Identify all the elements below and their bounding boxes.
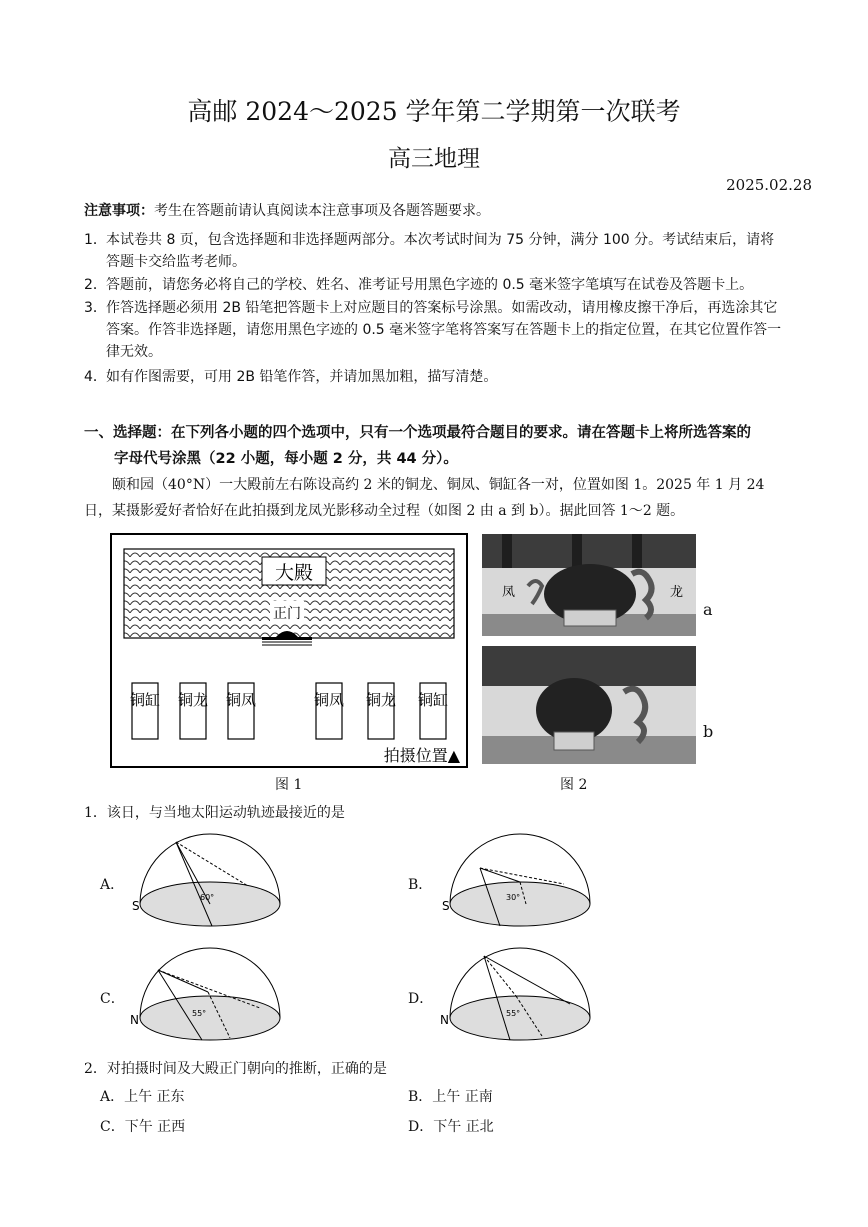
q2-option-c[interactable]: C．下午 正西	[100, 1119, 186, 1135]
notice-heading-label: 注意事项：	[84, 203, 154, 219]
vessel-box	[418, 683, 448, 739]
notice-item	[84, 366, 786, 388]
vessel-label: 铜龙	[365, 691, 397, 709]
exam-date: 2025.02.28	[726, 176, 812, 194]
vessel-box	[226, 683, 256, 739]
vessel-box	[366, 683, 396, 739]
vessel-box	[314, 683, 344, 739]
gate-step	[262, 637, 312, 640]
notice-item	[84, 229, 786, 273]
intro-paragraph: 颐和园（40°N）一大殿前左右陈设高约 2 米的铜龙、铜凤、铜缸各一对，位置如图 1。2025 年 1 月 24 日，某摄影爱好者恰好在此拍摄到龙凤光影移动全过程（如图 2 由 a 到 b）。据此回答 1～2 题。	[84, 477, 765, 519]
photo-a-dragon-label: 龙	[670, 585, 684, 600]
vessel-label: 铜缸	[417, 691, 449, 709]
q1-a-dir: S	[132, 899, 140, 913]
notice-item-num: 1．	[84, 232, 107, 248]
notice-item-num: 3．	[84, 300, 107, 316]
q1-d-dir: N	[440, 1013, 449, 1027]
q1-c-angle: 55°	[192, 1009, 207, 1018]
notice-item	[84, 274, 786, 296]
gate-label: 正门	[273, 606, 301, 622]
q1-option-a-label: A．	[100, 877, 125, 893]
q1-b-dir: S	[442, 899, 450, 913]
vessel-label: 铜凤	[225, 691, 257, 709]
section-heading-line2: 字母代号涂黑（22 小题，每小题 2 分，共 44 分）。	[114, 451, 458, 467]
vessel-box	[130, 683, 160, 739]
q1-option-d-label: D．	[408, 991, 434, 1007]
q2-option-d[interactable]: D．下午 正北	[408, 1119, 494, 1135]
q1-option-b-label: B．	[408, 877, 433, 893]
notice-heading-text: 考生在答题前请认真阅读本注意事项及各题答题要求。	[154, 203, 490, 219]
notice-item-num: 4．	[84, 369, 107, 385]
notice-item	[84, 297, 786, 363]
photo-a-label: a	[703, 600, 713, 619]
notice-item-text: 答题前，请您务必将自己的学校、姓名、准考证号用黑色字迹的 0.5 毫米签字笔填写在试卷及答题卡上。	[106, 277, 754, 293]
shooting-position-label: 拍摄位置▲	[383, 746, 460, 765]
q1-option-c-diagram[interactable]	[130, 942, 292, 1046]
photo-b	[482, 646, 696, 764]
q1-b-angle: 30°	[506, 893, 521, 902]
figure-1-layout	[110, 533, 468, 769]
photo-a-phoenix-label: 凤	[502, 585, 516, 600]
vessel-box	[178, 683, 208, 739]
figure-2-caption: 图 2	[560, 777, 588, 793]
photo-a	[482, 534, 696, 636]
q1-option-b-diagram[interactable]	[440, 828, 602, 932]
subject-title: 高三地理	[388, 146, 480, 172]
photo-b-label: b	[703, 722, 714, 741]
exam-title: 高邮 2024～2025 学年第二学期第一次联考	[187, 97, 681, 126]
section-heading-line1: 一、选择题：在下列各小题的四个选项中，只有一个选项最符合题目的要求。请在答题卡上将所选答案的	[84, 425, 751, 441]
figure-1-caption: 图 1	[275, 777, 303, 793]
hall-label: 大殿	[274, 562, 314, 584]
notice-item-text: 作答选择题必须用 2B 铅笔把答题卡上对应题目的答案标号涂黑。如需改动，请用橡皮擦干净后，再选涂其它答案。作答非选择题，请您用黑色字迹的 0.5 毫米签字笔将答案写在答题卡上的指定位置，在其它位置作答一律无效。	[106, 300, 782, 360]
q2-option-b[interactable]: B．上午 正南	[408, 1089, 493, 1105]
q1-option-c-label: C．	[100, 991, 125, 1007]
q1-d-angle: 55°	[506, 1009, 521, 1018]
vessel-label: 铜凤	[313, 691, 345, 709]
section-heading	[84, 420, 794, 472]
notice-item-text: 如有作图需要，可用 2B 铅笔作答，并请加黑加粗，描写清楚。	[106, 369, 498, 385]
notice-item-num: 2．	[84, 277, 107, 293]
q1-option-d-diagram[interactable]	[440, 942, 602, 1046]
question-2-stem: 2．对拍摄时间及大殿正门朝向的推断，正确的是	[84, 1061, 387, 1077]
notice-item-text: 本试卷共 8 页，包含选择题和非选择题两部分。本次考试时间为 75 分钟，满分 100 分。考试结束后，请将答题卡交给监考老师。	[106, 232, 775, 270]
vessel-label: 铜缸	[129, 691, 161, 709]
q1-a-angle: 60°	[200, 893, 215, 902]
question-1-stem: 1．该日，与当地太阳运动轨迹最接近的是	[84, 805, 345, 821]
q1-c-dir: N	[130, 1013, 139, 1027]
q1-option-a-diagram[interactable]	[130, 828, 292, 932]
notice-heading	[84, 200, 490, 220]
vessel-label: 铜龙	[177, 691, 209, 709]
q2-option-a[interactable]: A．上午 正东	[100, 1089, 185, 1105]
